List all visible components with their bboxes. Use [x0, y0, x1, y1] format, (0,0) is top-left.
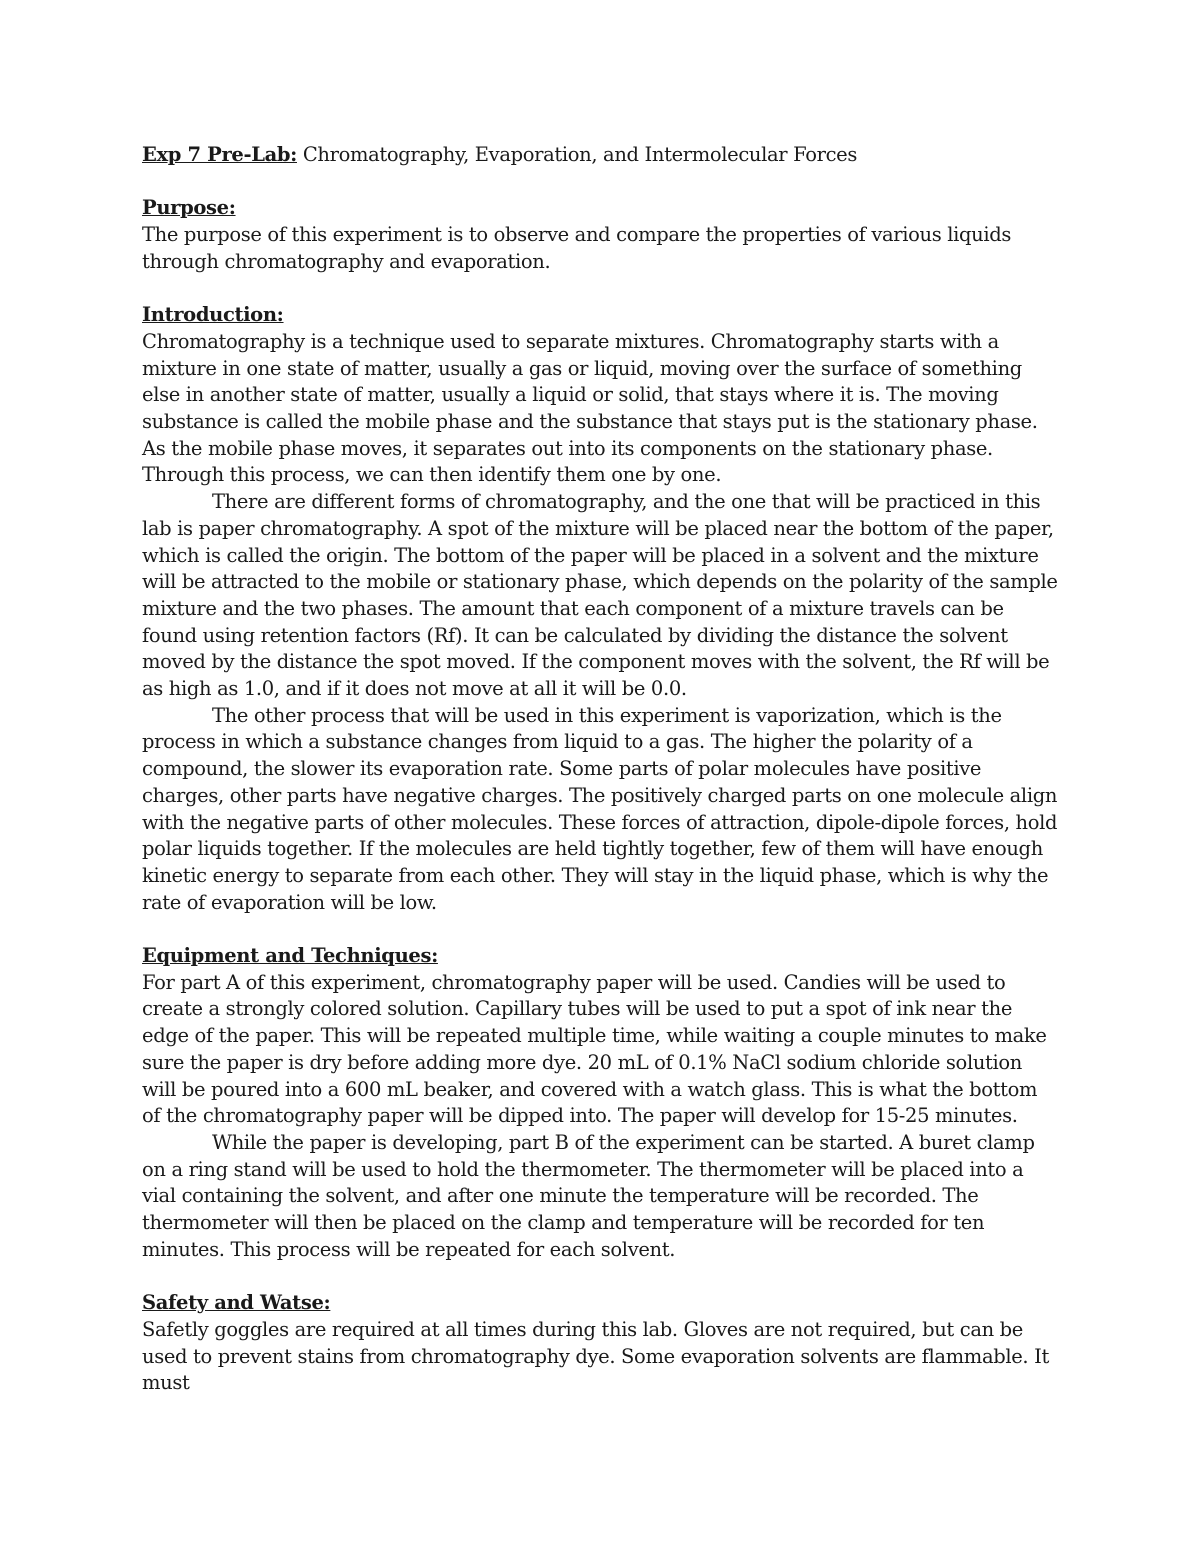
section-gap	[142, 1263, 1060, 1290]
purpose-paragraph: The purpose of this experiment is to observe and compare the properties of various liquids through chromatography and evaporation.	[142, 223, 1012, 273]
document-title	[142, 142, 1060, 169]
introduction-paragraph-3: The other process that will be used in this experiment is vaporization, which is the process in which a substance changes from liquid to a gas. The higher the polarity of a compound, the slower its evaporation rate. Some parts of polar molecules have positive charges, other parts have negative charges. The positively charged parts on one molecule align with the negative parts of other molecules. These forces of attraction, dipole-dipole forces, hold polar liquids together. If the molecules are held tightly together, few of them will have enough kinetic energy to separate from each other. They will stay in the liquid phase, which is why the rate of evaporation will be low.	[142, 703, 1058, 914]
introduction-paragraph-2: There are different forms of chromatography, and the one that will be practiced in this lab is paper chromatography. A spot of the mixture will be placed near the bottom of the paper, which is called the origin. The bottom of the paper will be placed in a solvent and the mixture will be attracted to the mobile or stationary phase, which depends on the polarity of the sample mixture and the two phases. The amount that each component of a mixture travels can be found using retention factors (Rf). It can be calculated by dividing the distance the solvent moved by the distance the spot moved. If the component moves with the solvent, the Rf will be as high as 1.0, and if it does not move at all it will be 0.0.	[142, 490, 1058, 701]
section-heading-equipment: Equipment and Techniques:	[142, 944, 438, 968]
equipment-paragraph-2: While the paper is developing, part B of the experiment can be started. A buret clamp on a ring stand will be used to hold the thermometer. The thermometer will be placed into a vial containing the solvent, and after one minute the temperature will be recorded. The thermometer will then be placed on the clamp and temperature will be recorded for ten minutes. This process will be repeated for each solvent.	[142, 1130, 1035, 1261]
title-text: Chromatography, Evaporation, and Intermolecular Forces	[302, 143, 857, 166]
section-equipment	[142, 943, 1060, 1263]
section-heading-introduction: Introduction:	[142, 303, 284, 327]
title-label: Exp 7 Pre-Lab:	[142, 143, 297, 166]
safety-paragraph: Safetly goggles are required at all times during this lab. Gloves are not required, but can be used to prevent stains from chromatography dye. Some evaporation solvents are flammable. It must	[142, 1317, 1049, 1395]
equipment-paragraph-1: For part A of this experiment, chromatography paper will be used. Candies will be used to create a strongly colored solution. Capillary tubes will be used to put a spot of ink near the edge of the paper. This will be repeated multiple time, while waiting a couple minutes to make sure the paper is dry before adding more dye. 20 mL of 0.1% NaCl sodium chloride solution will be poured into a 600 mL beaker, and covered with a watch glass. This is what the bottom of the chromatography paper will be dipped into. The paper will develop for 15-25 minutes.	[142, 970, 1047, 1128]
section-heading-safety: Safety and Watse:	[142, 1291, 331, 1315]
section-safety	[142, 1290, 1060, 1397]
document-page	[142, 142, 1060, 1397]
section-purpose	[142, 195, 1060, 275]
introduction-paragraph-1: Chromatography is a technique used to separate mixtures. Chromatography starts with a mixture in one state of matter, usually a gas or liquid, moving over the surface of something else in another state of matter, usually a liquid or solid, that stays where it is. The moving substance is called the mobile phase and the substance that stays put is the stationary phase. As the mobile phase moves, it separates out into its components on the stationary phase. Through this process, we can then identify them one by one.	[142, 329, 1038, 487]
section-gap	[142, 916, 1060, 943]
section-heading-purpose: Purpose:	[142, 196, 236, 220]
section-introduction	[142, 302, 1060, 916]
section-gap	[142, 276, 1060, 303]
